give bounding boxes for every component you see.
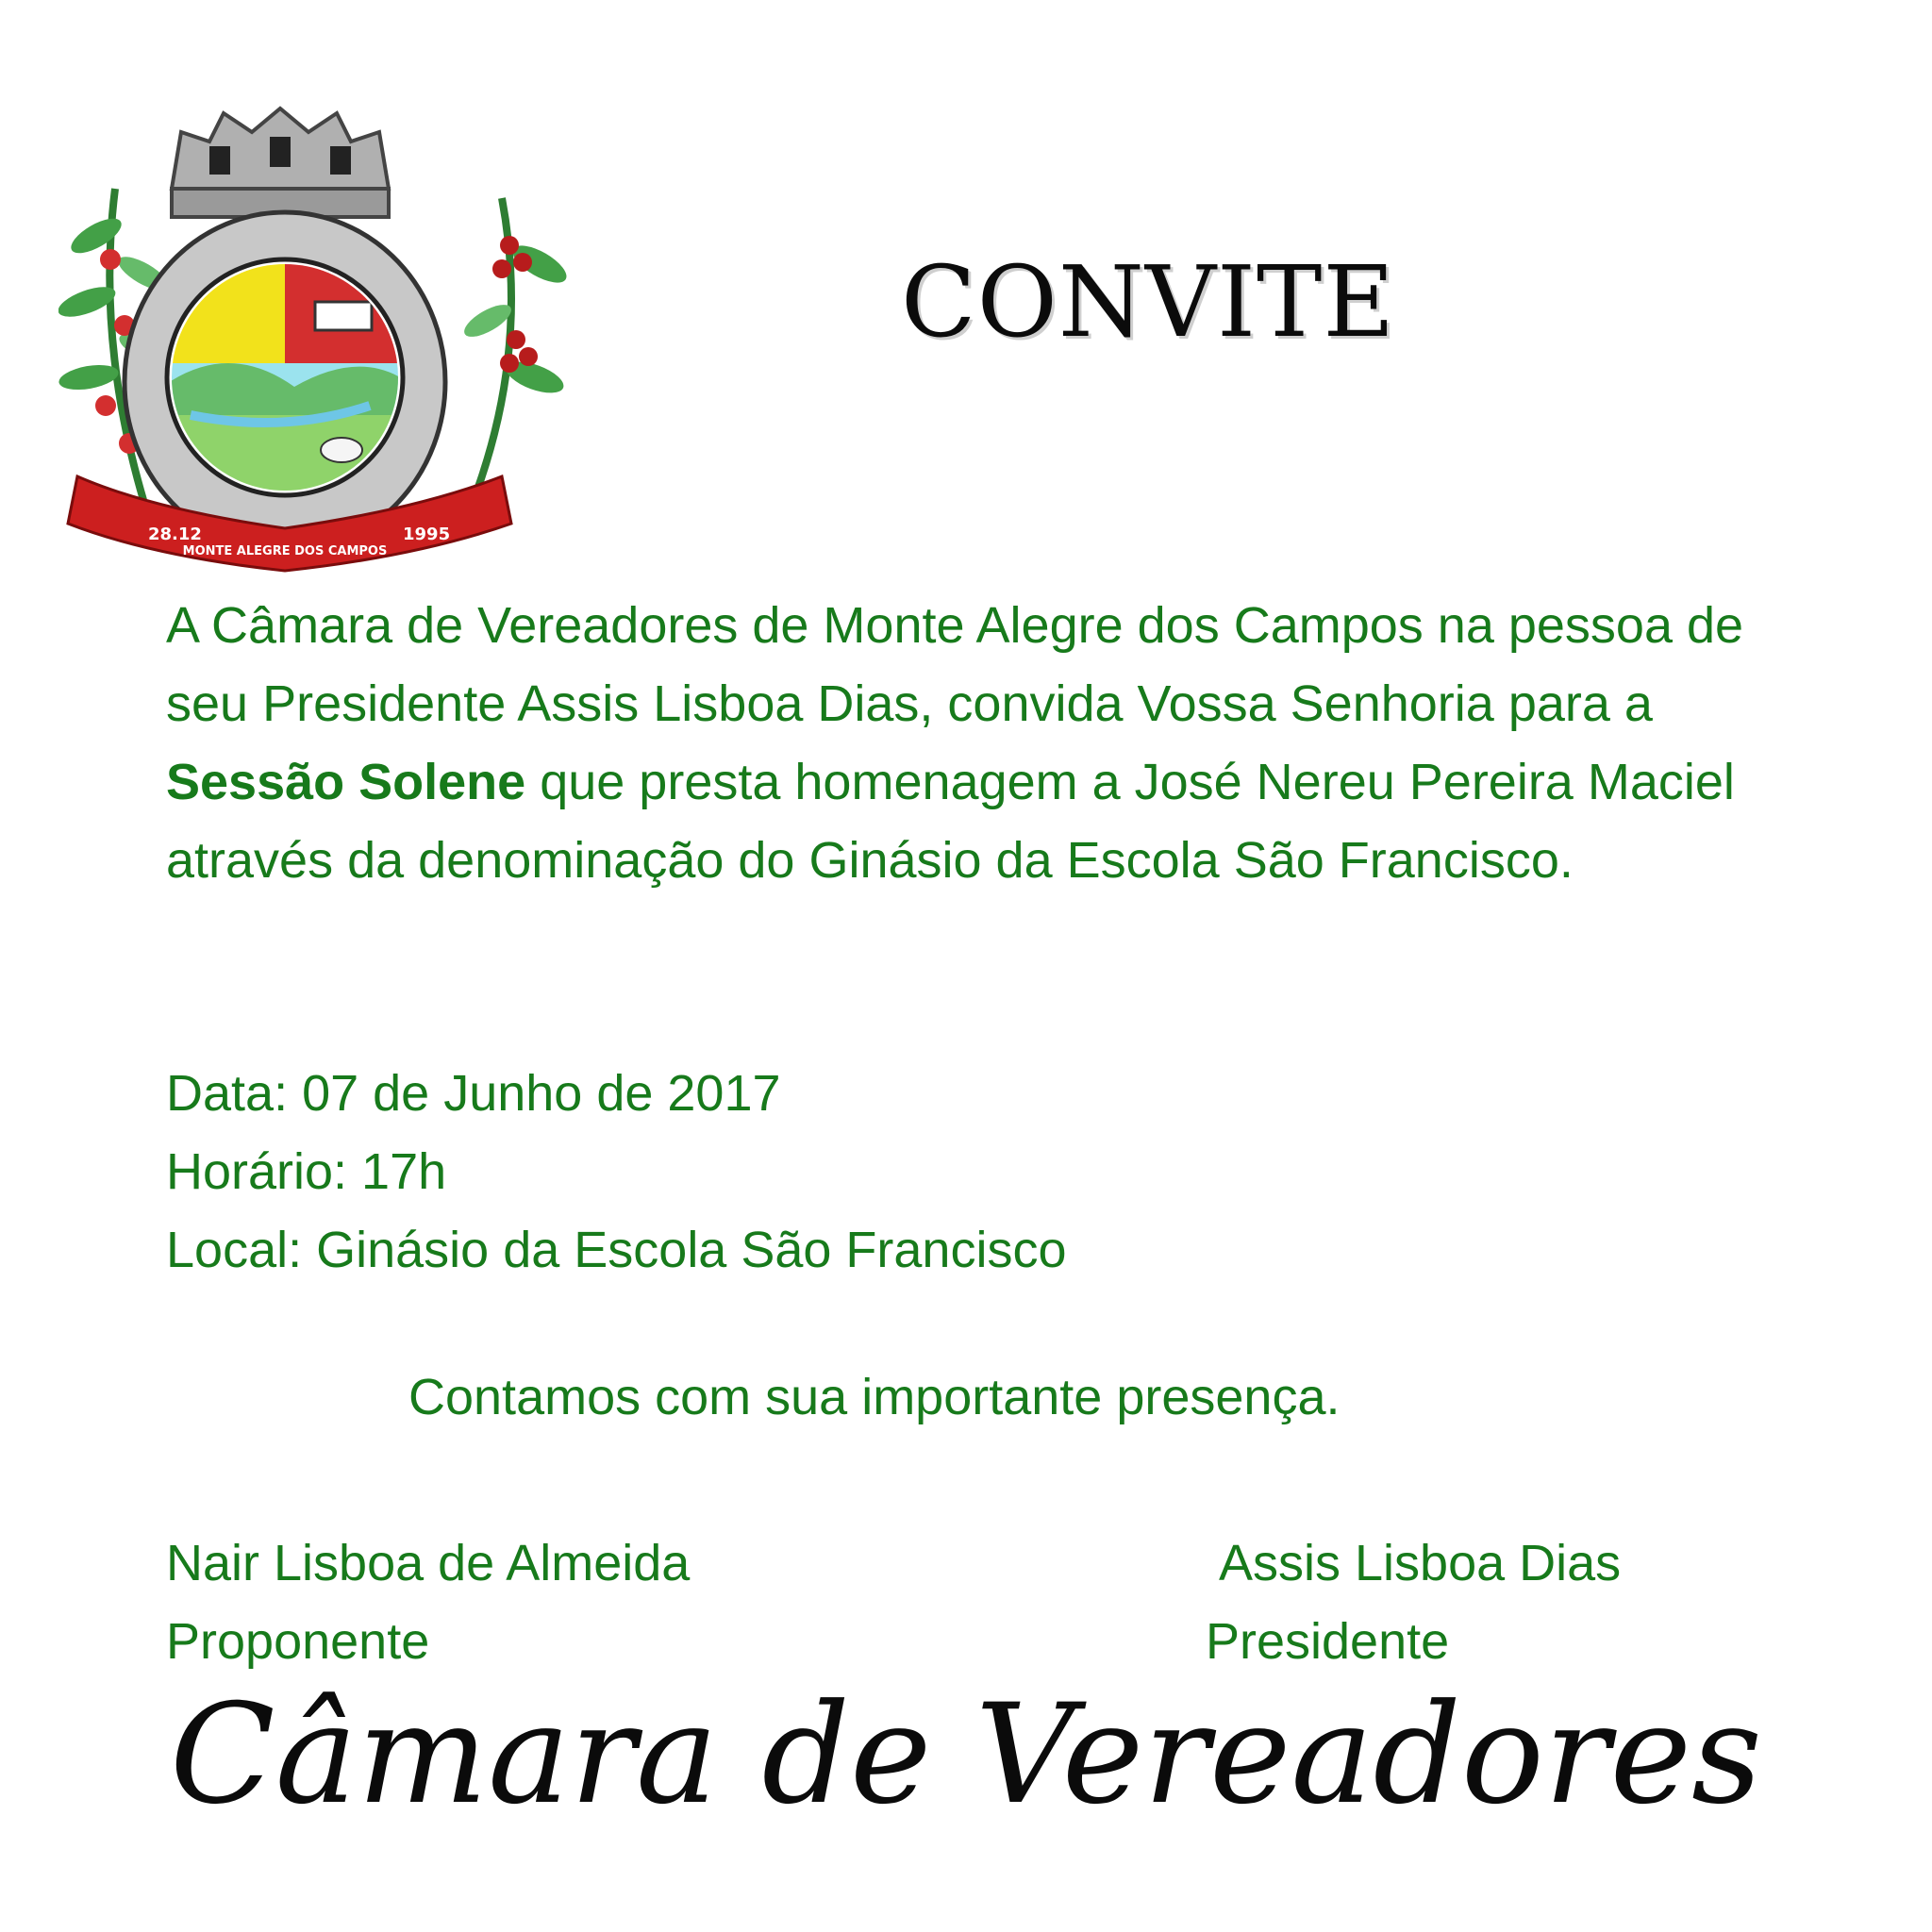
event-date: Data: 07 de Junho de 2017 xyxy=(166,1065,781,1122)
signatory-left-role: Proponente xyxy=(166,1613,430,1670)
invitation-event-name: Sessão Solene xyxy=(166,754,526,810)
invitation-paragraph xyxy=(166,587,1826,900)
event-time: Horário: 17h xyxy=(166,1143,447,1200)
grape-branch-icon xyxy=(459,198,572,500)
mural-crown-icon xyxy=(172,108,389,217)
coat-of-arms-emblem xyxy=(58,104,575,594)
signatory-right-role: Presidente xyxy=(1206,1613,1450,1670)
invitation-text-end: que presta homenagem a José Nereu Pereira Maciel através da denominação do Ginásio da Escola São Francisco. xyxy=(166,754,1735,889)
signatory-left-name: Nair Lisboa de Almeida xyxy=(166,1535,691,1591)
crest-ribbon-right-text: 1995 xyxy=(403,525,451,544)
municipal-coat-of-arms xyxy=(58,104,575,594)
crest-ribbon-center-text: MONTE ALEGRE DOS CAMPOS xyxy=(182,544,388,558)
document-title: CONVITE xyxy=(901,244,1396,359)
signatory-right-name: Assis Lisboa Dias xyxy=(1219,1535,1622,1591)
invitation-text-start: A Câmara de Vereadores de Monte Alegre dos Campos na pessoa de seu Presidente Assis Lisboa Dias, convida Vossa Senhoria para a xyxy=(166,597,1744,732)
closing-remark: Contamos com sua importante presença. xyxy=(408,1369,1341,1425)
event-location: Local: Ginásio da Escola São Francisco xyxy=(166,1222,1067,1278)
institution-footer: Câmara de Vereadores xyxy=(170,1674,1762,1835)
crest-ribbon-left-text: 28.12 xyxy=(148,525,202,544)
